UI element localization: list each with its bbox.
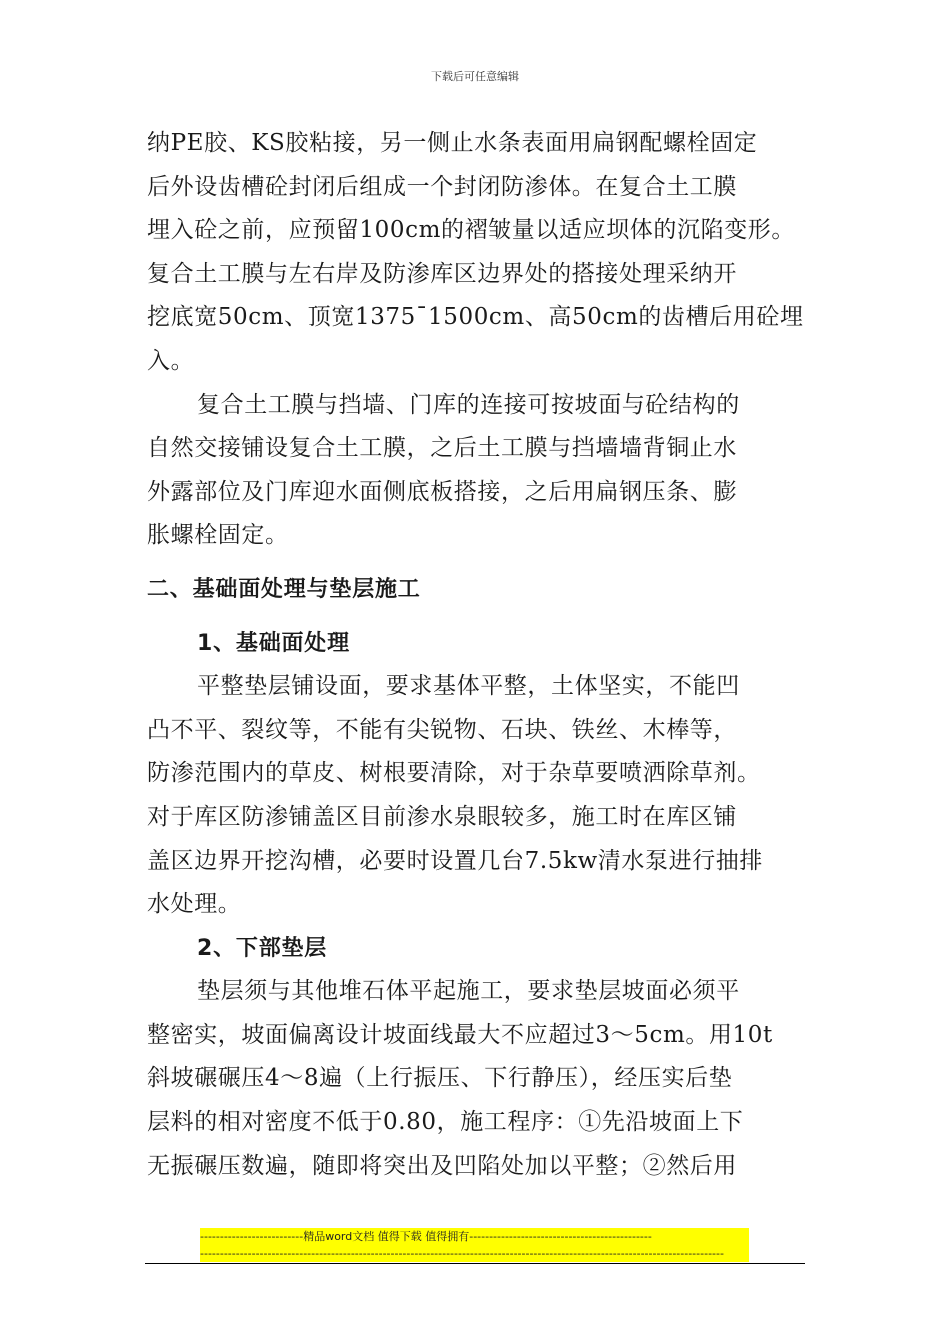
- text-line: 复合土工膜与左右岸及防渗库区边界处的搭接处理采纳开: [147, 260, 737, 287]
- text-line: 后外设齿槽砼封闭后组成一个封闭防渗体。在复合土工膜: [147, 173, 737, 200]
- text-line: 盖区边界开挖沟槽，必要时设置几台7.5kw清水泵进行抽排: [147, 847, 764, 874]
- text-line: 垫层须与其他堆石体平起施工，要求垫层坡面必须平: [197, 978, 740, 1005]
- footer-banner-line: ------------------------------------------------------------------------------------------------------------------------------------: [200, 1247, 724, 1260]
- text-line: 挖底宽50cm、顶宽1375¯1500cm、高50cm的齿槽后用砼埋: [147, 304, 804, 331]
- footer-banner-line: --------------------------精品word文档 值得下载 值得拥有----------------------------------------------: [200, 1230, 652, 1243]
- text-line: 无振碾压数遍，随即将突出及凹陷处加以平整；②然后用: [147, 1152, 737, 1179]
- text-line: 复合土工膜与挡墙、门库的连接可按坡面与砼结构的: [197, 391, 740, 418]
- text-line: 入。: [147, 347, 195, 374]
- paragraph-lower-cushion: [147, 970, 847, 1188]
- text-line: 水处理。: [147, 891, 242, 918]
- text-line: 防渗范围内的草皮、树根要清除，对于杂草要喷洒除草剂。: [147, 760, 761, 787]
- text-line: 平整垫层铺设面，要求基体平整，土体坚实，不能凹: [197, 673, 740, 700]
- document-body: [147, 122, 847, 1188]
- paragraph-membrane-connection: [147, 384, 847, 558]
- text-line: 斜坡碾碾压4～8遍（上行振压、下行静压），经压实后垫: [147, 1065, 733, 1092]
- page-header: 下载后可任意编辑: [431, 70, 519, 83]
- subsection-heading: 1、基础面处理: [197, 630, 350, 656]
- text-line: 自然交接铺设复合土工膜，之后土工膜与挡墙墙背铜止水: [147, 435, 737, 462]
- text-line: 凸不平、裂纹等，不能有尖锐物、石块、铁丝、木棒等，: [147, 716, 737, 743]
- text-line: 纳PE胶、KS胶粘接，另一侧止水条表面用扁钢配螺栓固定: [147, 130, 758, 156]
- text-line: 整密实，坡面偏离设计坡面线最大不应超过3～5cm。用10t: [147, 1021, 773, 1048]
- text-line: 埋入砼之前，应预留100cm的褶皱量以适应坝体的沉陷变形。: [147, 217, 795, 244]
- paragraph-foundation-treatment: [147, 665, 847, 927]
- footer-divider: [145, 1263, 805, 1264]
- text-line: 层料的相对密度不低于0.80，施工程序：①先沿坡面上下: [147, 1109, 744, 1136]
- text-line: 对于库区防渗铺盖区目前渗水泉眼较多，施工时在库区铺: [147, 803, 737, 830]
- paragraph-membrane-bonding: [147, 122, 847, 384]
- text-line: 胀螺栓固定。: [147, 522, 289, 549]
- text-line: 外露部位及门库迎水面侧底板搭接，之后用扁钢压条、膨: [147, 478, 737, 505]
- section-heading: 二、基础面处理与垫层施工: [147, 576, 421, 602]
- subsection-heading: 2、下部垫层: [197, 935, 328, 961]
- footer-banner: [200, 1228, 749, 1262]
